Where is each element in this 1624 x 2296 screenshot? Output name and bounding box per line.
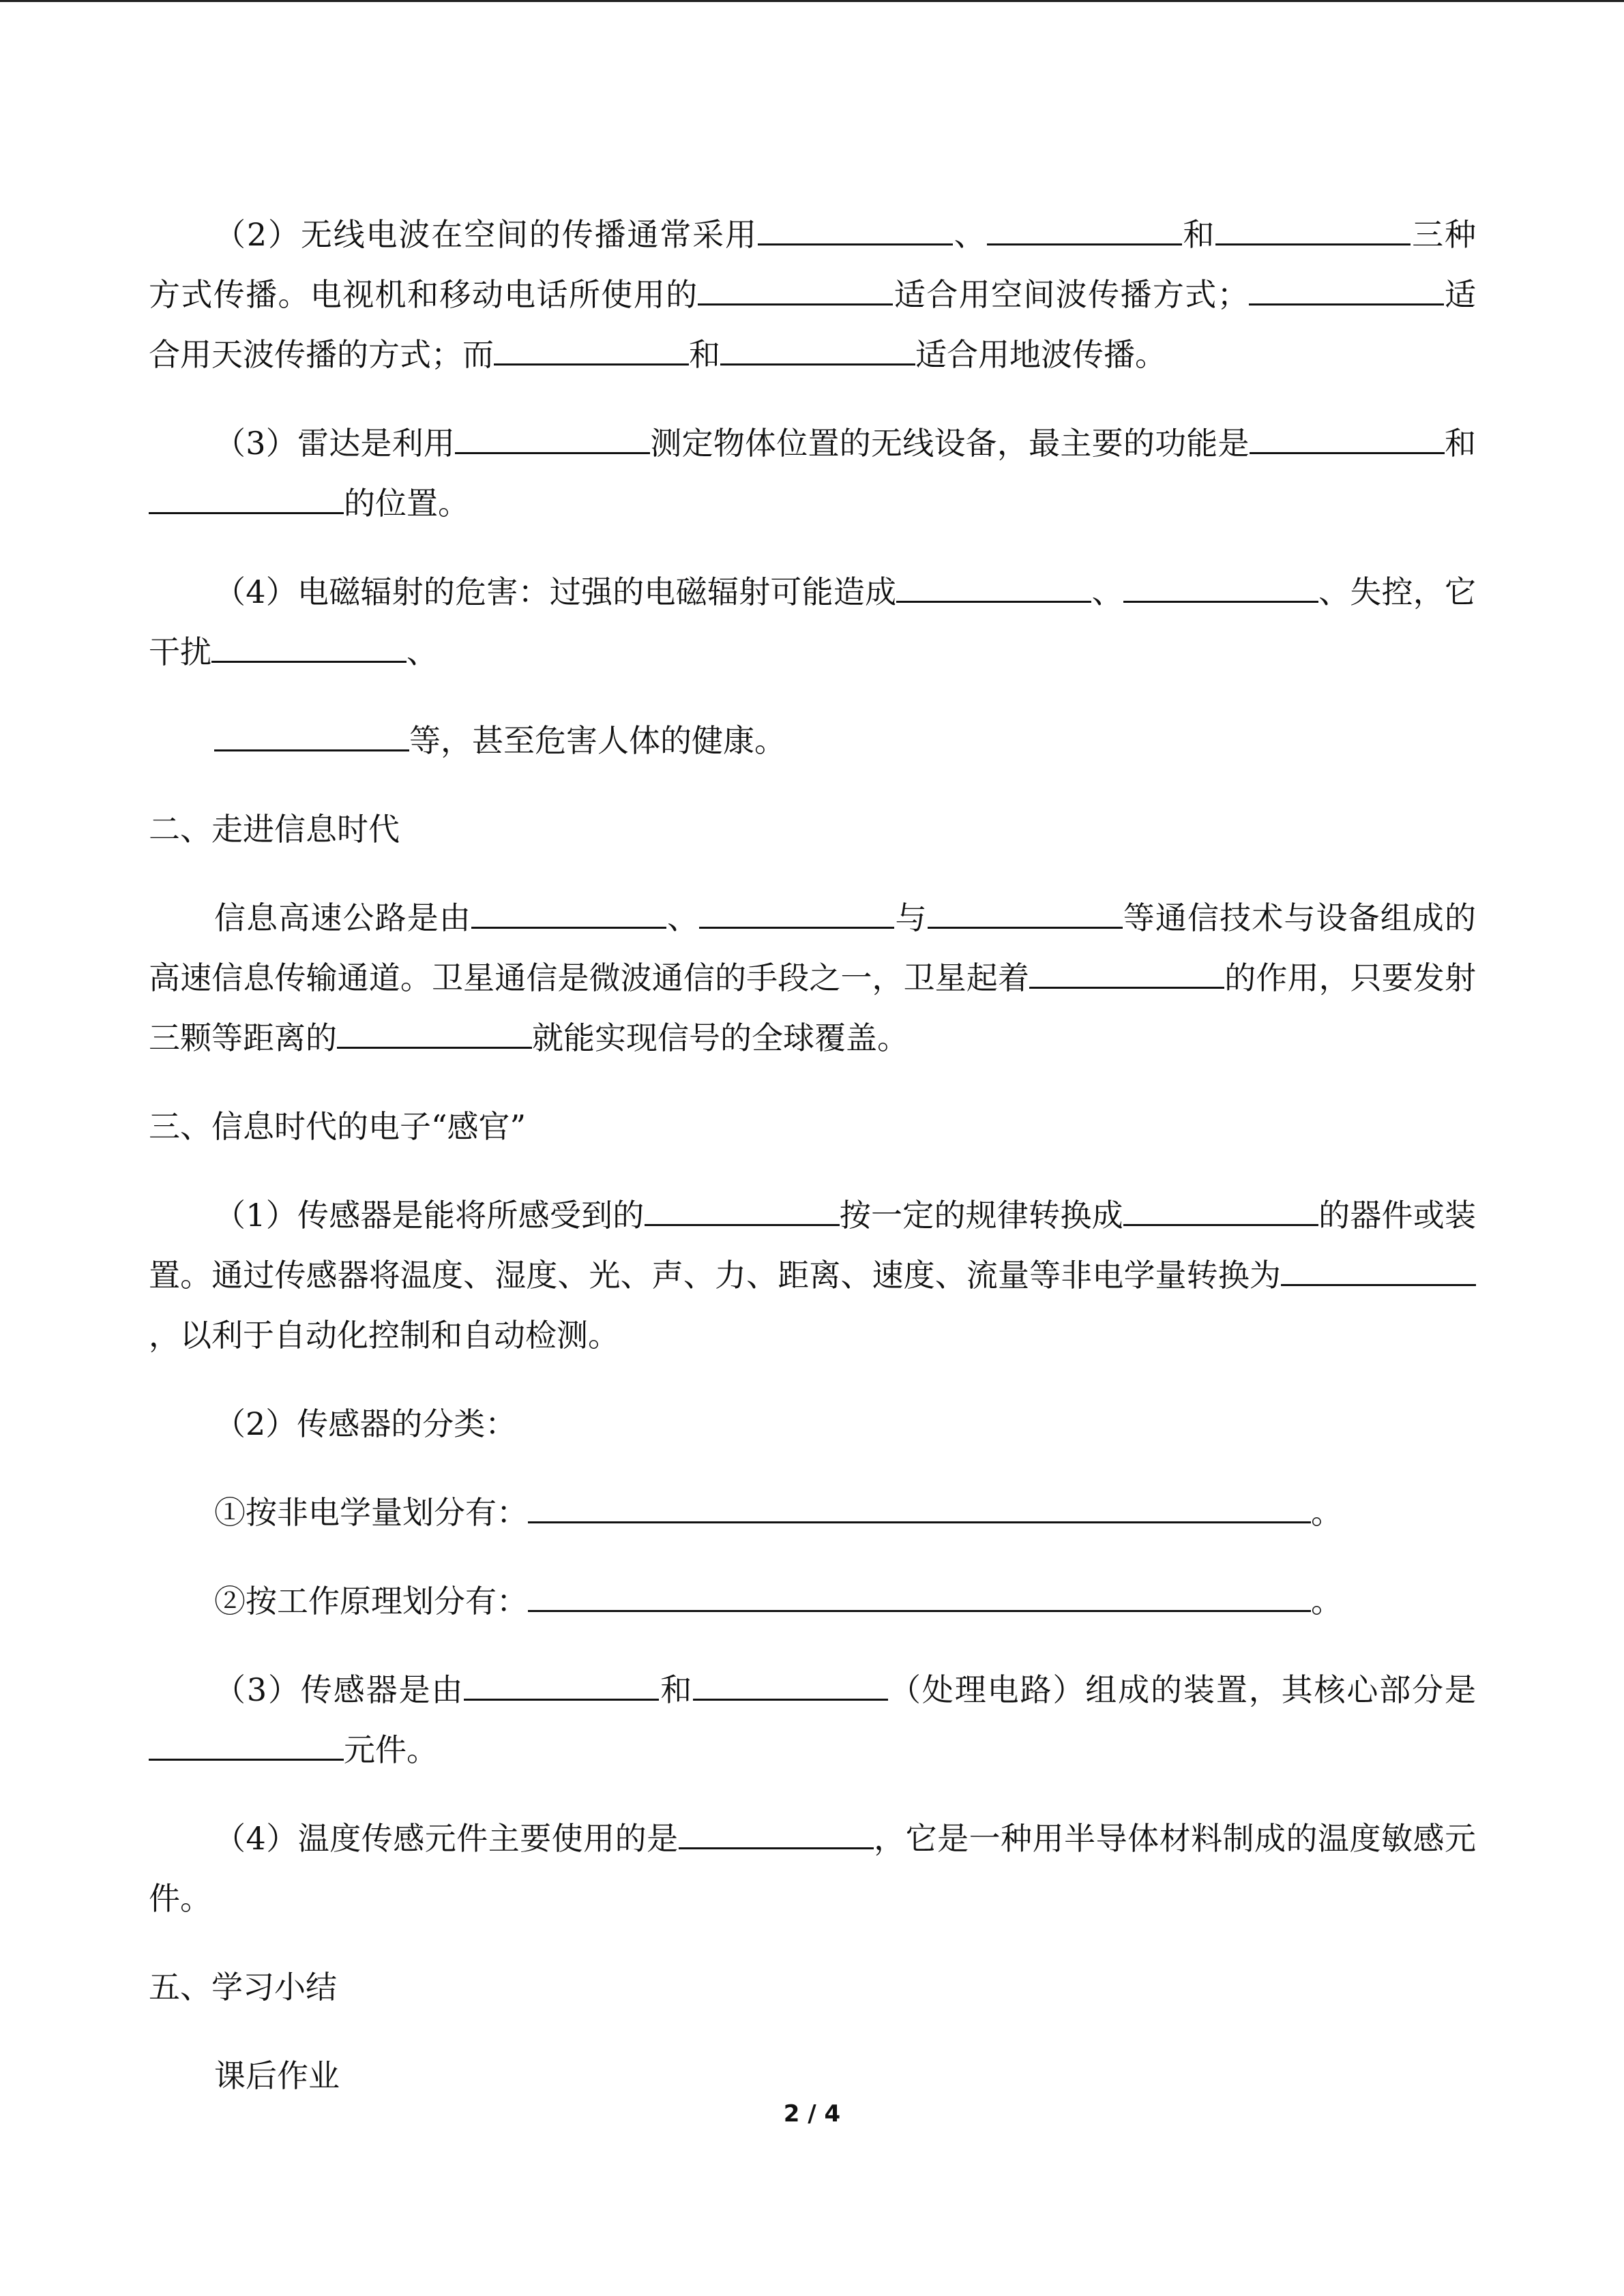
fill-blank[interactable] xyxy=(679,1847,874,1849)
fill-blank[interactable] xyxy=(494,363,689,366)
fill-blank[interactable] xyxy=(720,363,915,366)
fill-blank[interactable] xyxy=(699,926,894,929)
fill-blank[interactable] xyxy=(928,926,1123,929)
fill-blank-long[interactable] xyxy=(528,1609,1311,1612)
section-heading-summary: 五、学习小结 xyxy=(149,1969,337,2006)
fill-blank[interactable] xyxy=(693,1698,888,1701)
fill-blank[interactable] xyxy=(987,243,1182,245)
paragraph-radar: （3）雷达是利用 测定物体位置的无线设备，最主要的功能是 和的位置。 xyxy=(149,413,1476,533)
section-heading-electronic-senses: 三、信息时代的电子“感官” xyxy=(149,1108,527,1145)
fill-blank[interactable] xyxy=(698,303,893,305)
homework-label: 课后作业 xyxy=(214,2057,340,2094)
fill-blank[interactable] xyxy=(1123,1223,1318,1226)
fill-blank[interactable] xyxy=(214,749,409,751)
paragraph-classification-by-principle: ②按工作原理划分有： 。 xyxy=(214,1583,1342,1620)
paragraph-sensor-composition: （3）传感器是由 和 （处理电路）组成的装置，其核心部分是元件。 xyxy=(149,1660,1476,1780)
paragraph-radiation-hazard: （4）电磁辐射的危害：过强的电磁辐射可能造成 、 、失控，它干扰 、 xyxy=(149,573,1477,670)
paragraph-temperature-sensor: （4）温度传感元件主要使用的是 ，它是一种用半导体材料制成的温度敏感元件。 xyxy=(149,1820,1476,1917)
paragraph-information-highway: 信息高速公路是由 、 与 等通信技术与设备组成的高速信息传输通道。卫星通信是微波通信的手段之一，卫星起着 的作用，只要发射三颗等距离的 就能实现信号的全球覆盖。 xyxy=(149,899,1477,1056)
paragraph-sensor-classification: （2）传感器的分类： xyxy=(214,1405,517,1442)
fill-blank[interactable] xyxy=(1249,303,1444,305)
paragraph-radiation-hazard-continued: 等，甚至危害人体的健康。 xyxy=(149,711,1476,771)
fill-blank[interactable] xyxy=(896,600,1091,603)
fill-blank[interactable] xyxy=(211,660,407,663)
page-top-border xyxy=(0,0,1624,2)
page-number: 2 / 4 xyxy=(783,2100,841,2128)
paragraph-classification-by-quantity: ①按非电学量划分有： 。 xyxy=(214,1494,1342,1531)
fill-blank[interactable] xyxy=(1123,600,1318,603)
fill-blank[interactable] xyxy=(758,243,953,245)
fill-blank[interactable] xyxy=(471,926,666,929)
paragraph-sensor-definition: （1）传感器是能将所感受到的 按一定的规律转换成 的器件或装置。通过传感器将温度、湿度、光、声、力、距离、速度、流量等非电学量转换为，以利于自动化控制和自动检测。 xyxy=(149,1197,1477,1354)
fill-blank[interactable] xyxy=(149,511,344,514)
fill-blank[interactable] xyxy=(1281,1283,1476,1286)
fill-blank[interactable] xyxy=(149,1758,344,1761)
fill-blank[interactable] xyxy=(1215,243,1411,245)
fill-blank[interactable] xyxy=(464,1698,659,1701)
page-content xyxy=(149,205,1476,2134)
section-heading-information-age: 二、走进信息时代 xyxy=(149,811,400,848)
fill-blank[interactable] xyxy=(337,1046,532,1049)
fill-blank[interactable] xyxy=(455,451,650,454)
fill-blank[interactable] xyxy=(1250,451,1445,454)
fill-blank[interactable] xyxy=(1029,986,1224,989)
fill-blank[interactable] xyxy=(645,1223,840,1226)
fill-blank-long[interactable] xyxy=(528,1521,1311,1523)
paragraph-radio-propagation: （2）无线电波在空间的传播通常采用 、 和 三种方式传播。电视机和移动电话所使用的 适合用空间波传播方式； 适合用天波传播的方式；而 和 适合用地波传播。 xyxy=(149,216,1477,373)
